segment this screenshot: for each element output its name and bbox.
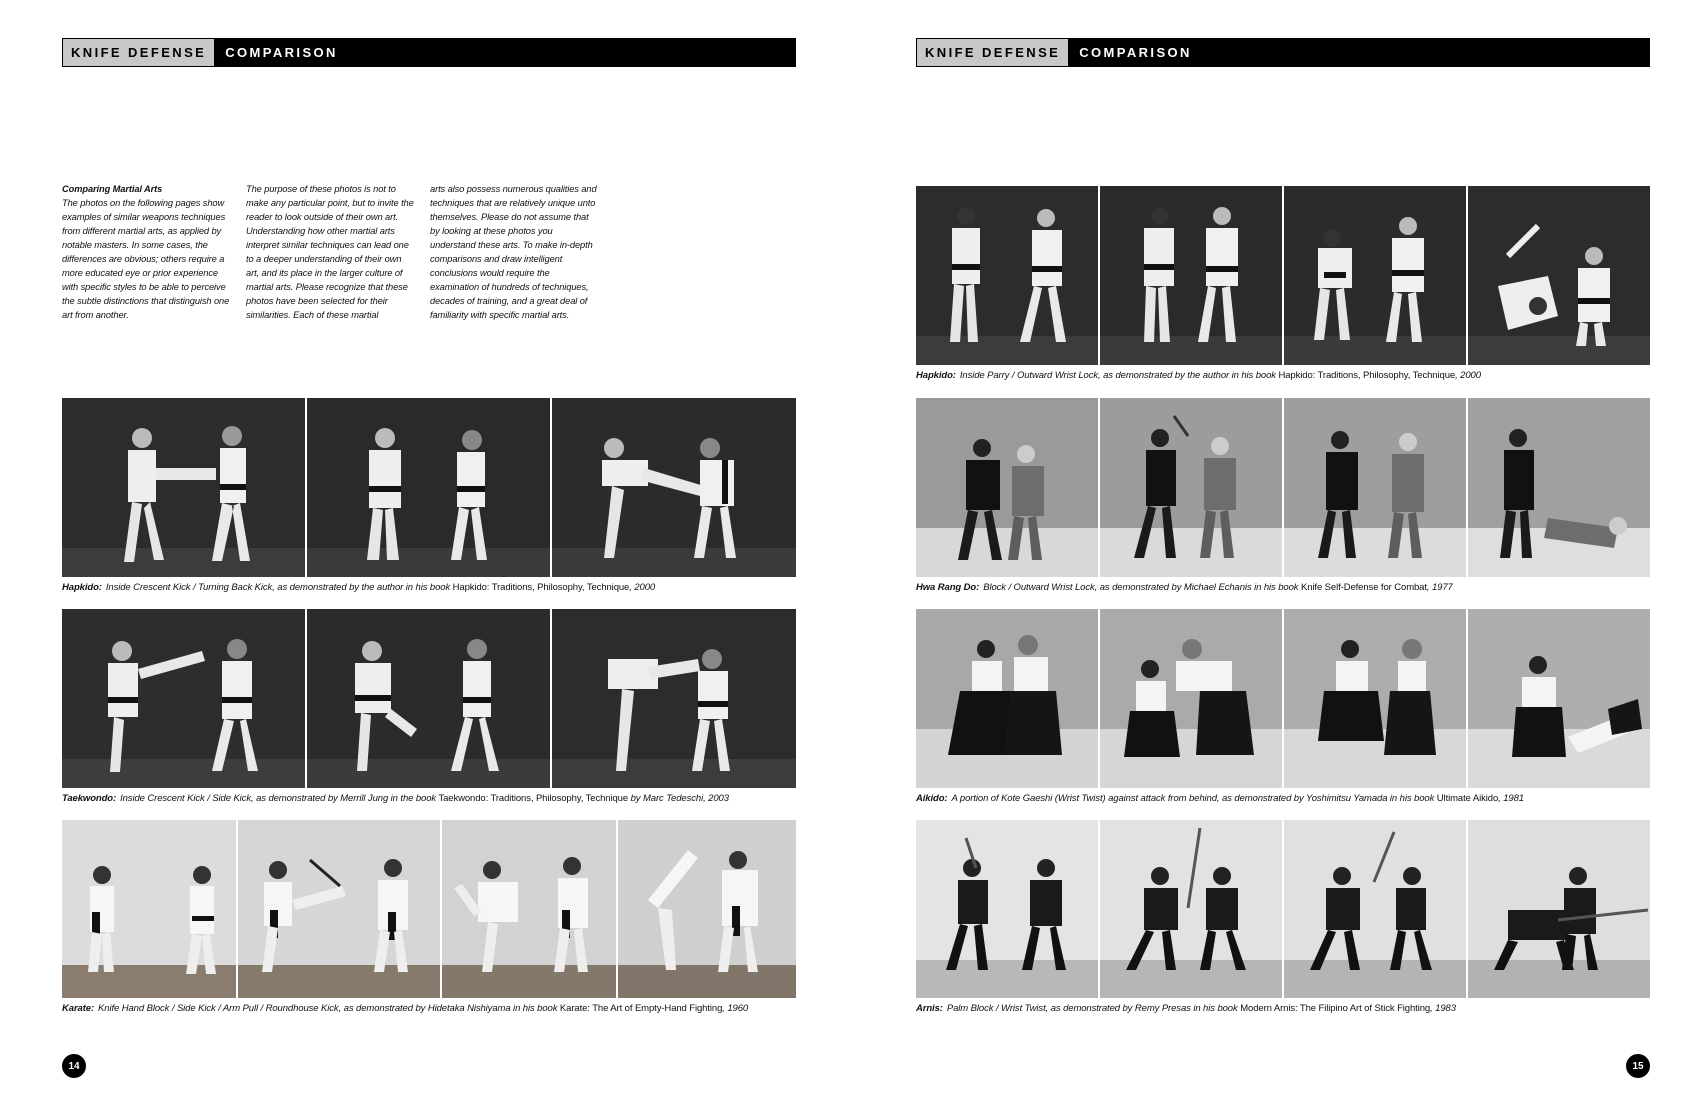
- intro-heading: Comparing Martial Arts: [62, 184, 163, 194]
- caption-year: , 1981: [1498, 793, 1524, 804]
- photo: [552, 609, 796, 788]
- photo: [1100, 398, 1282, 577]
- photo: [1284, 820, 1466, 998]
- page-header: [62, 38, 796, 67]
- photo: [1468, 820, 1650, 998]
- header-topic-label: COMPARISON: [225, 45, 338, 60]
- header-section-label: KNIFE DEFENSE: [916, 38, 1069, 67]
- intro-column-2: The purpose of these photos is not to make any particular point, but to invite the reader to look outside of their own art. Understanding how other martial arts interpret similar techniques can lead one to a deeper understanding of their own art, and its place in the larger culture of martial arts. Please recognize that these photos have been selected for their similarities. Each of these martial: [246, 184, 414, 320]
- photo: [1284, 398, 1466, 577]
- caption-arnis: [916, 1003, 1456, 1015]
- photo: [916, 820, 1098, 998]
- caption-year: , 1960: [722, 1003, 749, 1014]
- page-number: 14: [62, 1054, 86, 1078]
- caption-art-name: Arnis:: [916, 1003, 943, 1014]
- caption-art-name: Hapkido:: [62, 582, 102, 593]
- caption-aikido: [916, 793, 1524, 805]
- caption-year: , 1983: [1430, 1003, 1456, 1014]
- caption-year: , 2000: [629, 582, 656, 593]
- photo: [1100, 609, 1282, 788]
- caption-year: , 1977: [1426, 582, 1453, 593]
- photo-strip-hapkido-kicks: [62, 398, 796, 577]
- caption-art-name: Taekwondo:: [62, 793, 117, 804]
- photo: [1284, 609, 1466, 788]
- caption-book-title: Hapkido: Traditions, Philosophy, Technique: [452, 582, 630, 593]
- photo: [1468, 186, 1650, 365]
- photo: [62, 609, 305, 788]
- caption-book-title: Karate: The Art of Empty-Hand Fighting: [559, 1003, 723, 1014]
- photo: [1100, 820, 1282, 998]
- photo: [238, 820, 440, 998]
- caption-description: Palm Block / Wrist Twist, as demonstrated by Remy Presas in his book: [946, 1003, 1238, 1014]
- photo: [442, 820, 616, 998]
- caption-description: A portion of Kote Gaeshi (Wrist Twist) against attack from behind, as demonstrated by Yoshimitsu Yamada in his book: [951, 793, 1435, 804]
- photo: [307, 609, 550, 788]
- header-topic-label: COMPARISON: [1079, 45, 1192, 60]
- photo: [916, 609, 1098, 788]
- caption-description: Inside Crescent Kick / Turning Back Kick, as demonstrated by the author in his book: [105, 582, 451, 593]
- caption-book-title: Knife Self-Defense for Combat: [1300, 582, 1427, 593]
- caption-hapkido-kicks: [62, 582, 655, 594]
- caption-art-name: Hapkido:: [916, 370, 956, 381]
- caption-description: Inside Crescent Kick / Side Kick, as demonstrated by Merrill Jung in the book: [120, 793, 437, 804]
- photo: [62, 820, 236, 998]
- photo-strip-hapkido-wrist-lock: [916, 186, 1650, 365]
- caption-book-title: Ultimate Aikido: [1436, 793, 1499, 804]
- intro-column-3: arts also possess numerous qualities and techniques that are relatively unique unto themselves. Please do not assume that by looking at these photos you understand these arts. To make in-depth comparisons and draw intelligent conclusions would require the examination of hundreds of techniques, decades of training, and a great deal of familiarity with specific martial arts.: [430, 184, 597, 320]
- photo-strip-karate: [62, 820, 796, 998]
- caption-taekwondo: [62, 793, 729, 805]
- photo: [1468, 398, 1650, 577]
- photo: [1284, 186, 1466, 365]
- intro-paragraph-1: The photos on the following pages show examples of similar weapons techniques from different martial arts, as applied by notable masters. In some cases, the differences are obvious; others require a more educated eye or prior experience with specific styles to be able to perceive the subtle distinctions that distinguish one art from another.: [62, 198, 230, 320]
- caption-book-title: Hapkido: Traditions, Philosophy, Technique: [1278, 370, 1456, 381]
- photo-strip-hwa-rang-do: [916, 398, 1650, 577]
- photo: [916, 398, 1098, 577]
- caption-hwa-rang-do: [916, 582, 1453, 594]
- caption-book-title: Taekwondo: Traditions, Philosophy, Technique: [438, 793, 629, 804]
- caption-description: Knife Hand Block / Side Kick / Arm Pull / Roundhouse Kick, as demonstrated by Hidetaka Nishiyama in his book: [98, 1003, 558, 1014]
- header-section-label: KNIFE DEFENSE: [62, 38, 215, 67]
- caption-karate: [62, 1003, 748, 1015]
- intro-text: [62, 182, 602, 322]
- caption-description: Inside Parry / Outward Wrist Lock, as demonstrated by the author in his book: [959, 370, 1276, 381]
- photo-strip-arnis: [916, 820, 1650, 998]
- photo: [1100, 186, 1282, 365]
- photo: [1468, 609, 1650, 788]
- photo: [618, 820, 796, 998]
- caption-art-name: Aikido:: [916, 793, 948, 804]
- caption-art-name: Karate:: [62, 1003, 95, 1014]
- page-header: [916, 38, 1650, 67]
- caption-description: Block / Outward Wrist Lock, as demonstrated by Michael Echanis in his book: [983, 582, 1299, 593]
- photo: [916, 186, 1098, 365]
- intro-column-1: [62, 182, 230, 322]
- photo: [552, 398, 796, 577]
- caption-year: , 2000: [1455, 370, 1481, 381]
- right-page: [850, 0, 1700, 1100]
- caption-year: by Marc Tedeschi, 2003: [630, 793, 729, 804]
- photo-strip-aikido: [916, 609, 1650, 788]
- caption-book-title: Modern Arnis: The Filipino Art of Stick Fighting: [1240, 1003, 1431, 1014]
- page-number: 15: [1626, 1054, 1650, 1078]
- photo: [62, 398, 305, 577]
- photo: [307, 398, 550, 577]
- photo-strip-taekwondo: [62, 609, 796, 788]
- caption-art-name: Hwa Rang Do:: [916, 582, 980, 593]
- caption-hapkido-wrist-lock: [916, 370, 1481, 382]
